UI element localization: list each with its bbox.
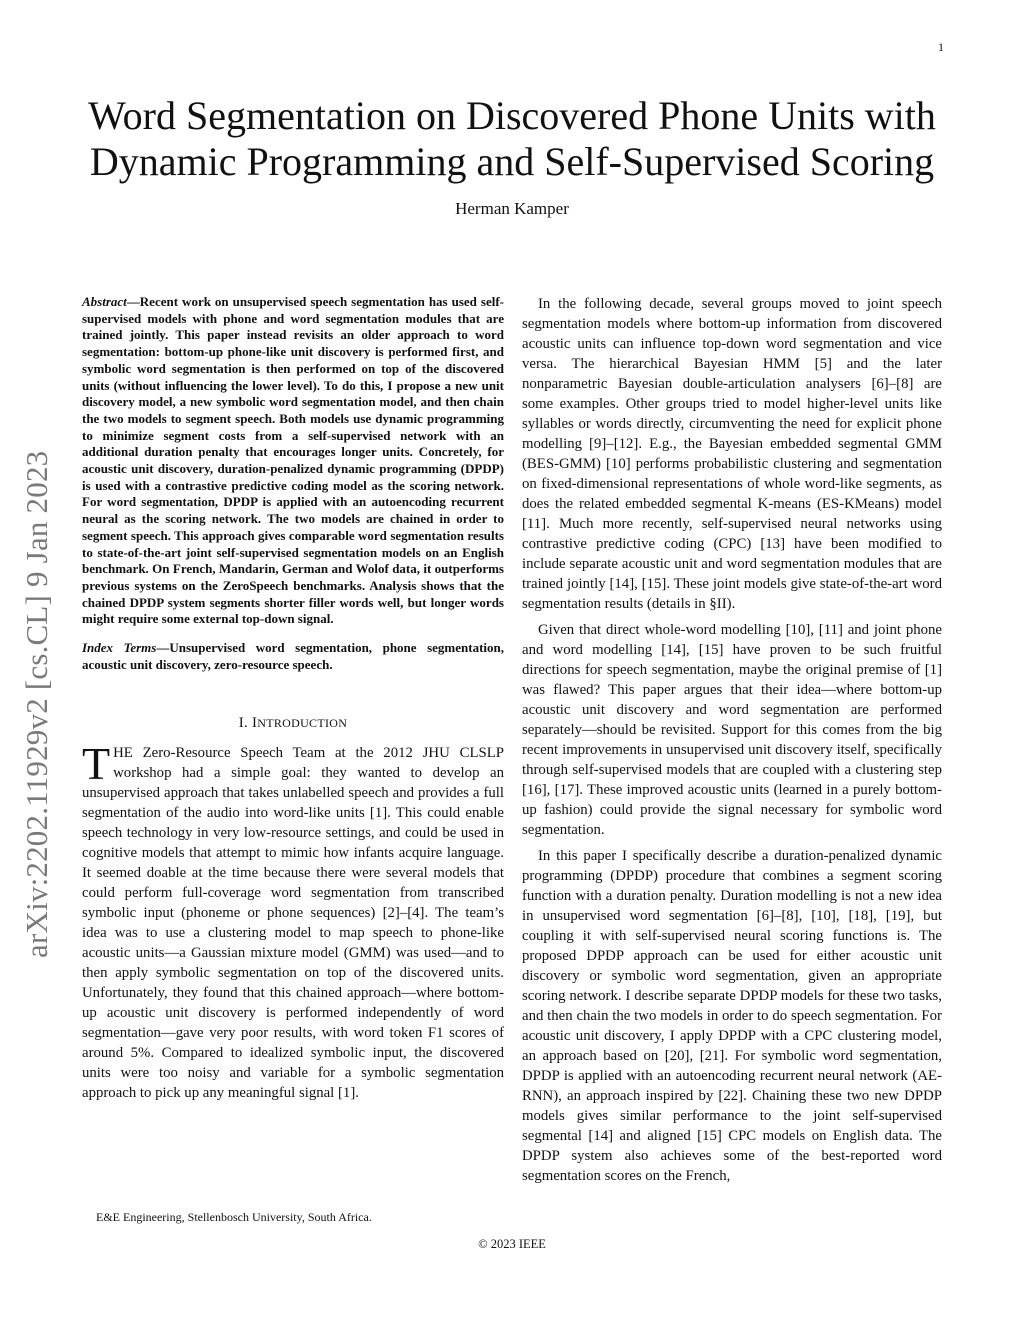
abstract-label: Abstract [82, 294, 127, 309]
intro-paragraph-1 [82, 738, 504, 1103]
title-line-1: Word Segmentation on Discovered Phone Units with [88, 93, 936, 138]
left-column [82, 294, 504, 1103]
paper-title [70, 93, 954, 185]
index-terms [82, 640, 504, 673]
right-paragraph-1: In the following decade, several groups moved to joint speech segmentation models where bottom-up information from discovered acoustic units can influence top-down word segmentation and vice versa. The hierarchical Bayesian HMM [5] and the later nonparametric Bayesian double-articulation analysers [6]–[8] are some examples. Other groups tried to model higher-level units like syllables or words directly, circumventing the need for explicit phone modelling [9]–[12]. E.g., the Bayesian embedded segmental GMM (BES-GMM) [10] performs probabilistic clustering and segmentation on fixed-dimensional representations of whole word-like segments, as does the related embedded segmental K-means (ES-KMeans) model [11]. Much more recently, self-supervised neural networks using contrastive predictive coding (CPC) [13] have been modified to include separate acoustic unit and word segmentation modules that are trained jointly [14], [15]. These joint models give state-of-the-art word segmentation results (details in §II). [522, 296, 942, 612]
abstract-text: —Recent work on unsupervised speech segmentation has used self-supervised models with phone and word segmentation modules that are trained jointly. This paper instead revisits an older approach to word segmentation: bottom-up phone-like unit discovery is performed first, and symbolic word segmentation is then performed on top of the discovered units (without influencing the lower level). To do this, I propose a new unit discovery model, a new symbolic word segmentation model, and then chain the two models to segment speech. Both models use dynamic programming to minimize segment costs from a self-supervised network with an additional duration penalty that encourages longer units. Concretely, for acoustic unit discovery, duration-penalized dynamic programming (DPDP) is used with a contrastive predictive coding model as the scoring network. For word segmentation, DPDP is applied with an autoencoding recurrent neural as the scoring network. The two models are chained in order to segment speech. This approach gives comparable word segmentation results to state-of-the-art joint self-supervised segmentation models on an English benchmark. On French, Mandarin, German and Wolof data, it outperforms previous systems on the ZeroSpeech benchmarks. Analysis shows that the chained DPDP system segments shorter filler words well, but longer words might require some external top-down signal. [82, 294, 504, 627]
affiliation-footnote: E&E Engineering, Stellenbosch University, South Africa. [96, 1210, 372, 1224]
copyright-notice: © 2023 IEEE [478, 1237, 546, 1251]
section-numeral: I. [238, 715, 253, 732]
section-title-first: I [252, 715, 258, 732]
arxiv-identifier[interactable]: arXiv:2202.11929v2 [cs.CL] 9 Jan 2023 [19, 450, 54, 958]
author-name: Herman Kamper [455, 199, 569, 218]
page-number: 1 [938, 40, 944, 54]
drop-cap: T [82, 738, 111, 790]
right-paragraph-2: Given that direct whole-word modelling [10], [11] and joint phone and word modelling [14], [15] have proven to be such fruitful directions for speech segmentation, maybe the original premise of [1] was flawed? This paper argues that their idea—where bottom-up acoustic unit discovery and word segmentation are performed separately—should be revisited. Support for this comes from the big recent improvements in unsupervised unit discovery itself, specifically through self-supervised models that are coupled with a clustering step [16], [17]. These improved acoustic units (learned in a purely bottom-up fashion) could provide the signal necessary for symbolic word segmentation. [522, 622, 942, 838]
right-column [522, 294, 942, 1192]
title-line-2: Dynamic Programming and Self-Supervised Scoring [89, 139, 935, 184]
abstract [82, 294, 504, 628]
section-heading-introduction [82, 713, 504, 733]
index-terms-label: Index Terms [82, 640, 157, 656]
intro-paragraph-1-text: HE Zero-Resource Speech Team at the 2012 JHU CLSLP workshop had a simple goal: they wanted to develop an unsupervised approach that takes unlabelled speech and provides a full segmentation of the audio into word-like units [1]. This could enable speech technology in very low-resource settings, and could be used in cognitive models that attempt to mimic how infants acquire language. It seemed doable at the time because there were several models that could perform full-coverage word segmentation from transcribed symbolic input (phoneme or phone sequences) [2]–[4]. The team’s idea was to use a clustering model to map speech to phone-like acoustic units—a Gaussian mixture model (GMM) was used—and to then apply symbolic segmentation on top of the discovered units. Unfortunately, they found that this chained approach—where bottom-up acoustic unit discovery is performed independently of word segmentation—gave very poor results, with word token F1 scores of around 5%. Compared to idealized symbolic input, the discovered units were too noisy and variable for a symbolic segmentation approach to pick up any meaningful signal [1]. [82, 745, 504, 1102]
index-terms-text: —Unsupervised word segmentation, phone segmentation, acoustic unit discovery, zero-resource speech. [82, 640, 504, 672]
right-paragraph-3: In this paper I specifically describe a duration-penalized dynamic programming (DPDP) procedure that combines a segment scoring function with a duration penalty. Duration modelling is not a new idea in unsupervised word segmentation [6]–[8], [10], [18], [19], but coupling it with self-supervised neural scoring functions is. The proposed DPDP approach can be used for either acoustic unit discovery or symbolic word segmentation, given an appropriate scoring network. I describe separate DPDP models for these two tasks, and then chain the two models in order to do speech segmentation. For acoustic unit discovery, I apply DPDP with a CPC clustering model, an approach based on [20], [21]. For symbolic word segmentation, DPDP is applied with an autoencoding recurrent neural network (AE-RNN), an approach inspired by [22]. Chaining these two new DPDP models gives similar performance to the joint self-supervised segmental [14] and aligned [15] CPC models on English data. The DPDP system also achieves some of the best-reported word segmentation scores on the French, [522, 848, 942, 1184]
section-title-rest: NTRODUCTION [257, 716, 348, 731]
